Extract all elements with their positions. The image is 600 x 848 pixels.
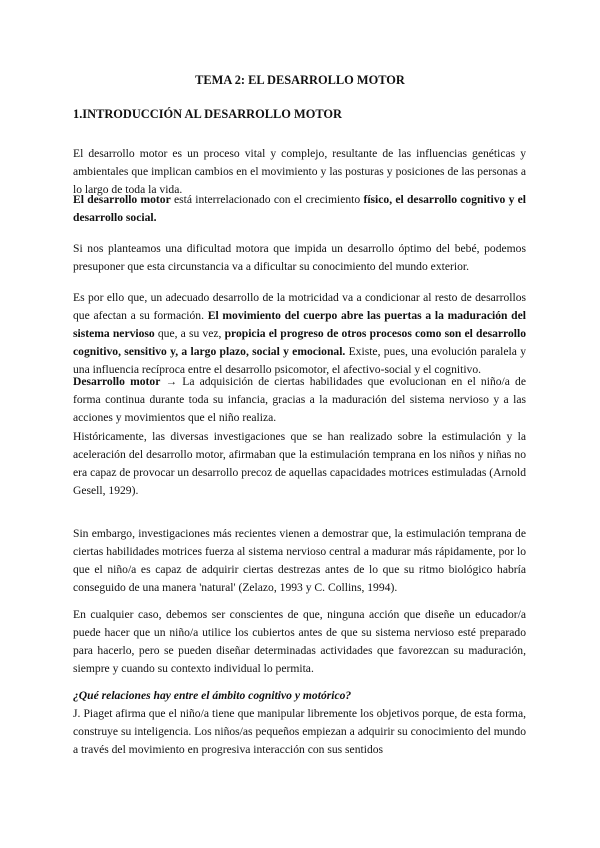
paragraph-text: Existe, pues, una evolución paralela y una influencia recíproca entre el desarrollo psicomotor, el afectivo-social y el cognitivo. [73, 344, 526, 376]
bold-term: propicia el progreso de otros procesos como son el desarrollo cognitivo, sensitivo y, a largo plazo, social y emocional. [73, 326, 527, 358]
paragraph-text: está interrelacionado con el crecimiento [170, 193, 364, 206]
paragraph-piaget [73, 705, 526, 759]
document-title: TEMA 2: EL DESARROLLO MOTOR [195, 73, 405, 87]
paragraph-difficulty [73, 240, 526, 276]
paragraph-historical-research [73, 428, 526, 500]
paragraph-text: que, a su vez, [154, 326, 225, 340]
paragraph-text: El desarrollo motor es un proceso vital y complejo, resultante de las influencias genéticas y ambientales que implican cambios en el movimiento y las posturas y posiciones de las personas a lo largo de toda la vida. [73, 147, 526, 196]
paragraph-motricity [73, 289, 526, 379]
section-heading: 1.INTRODUCCIÓN AL DESARROLLO MOTOR [73, 107, 342, 121]
bold-term: físico, el desarrollo cognitivo y el desarrollo social. [73, 193, 527, 224]
paragraph-motor-development-definition [73, 373, 526, 427]
paragraph-text: Es por ello que, un adecuado desarrollo de la motricidad va a condicionar al resto de desarrollos que afectan a su formación. [73, 291, 526, 322]
bold-term: Desarrollo motor [73, 375, 161, 388]
paragraph-text: Sin embargo, investigaciones más recientes vienen a demostrar que, la estimulación temprana de ciertas habilidades motrices fuerza al sistema nervioso central a madurar más rápidamente, por lo que el niño/a es capaz de adquirir ciertas destrezas antes de lo que su ritmo biológico habría conseguido de una manera 'natural' (Zelazo, 1993 y C. Collins, 1994). [73, 527, 526, 594]
subheading-question: ¿Qué relaciones hay entre el ámbito cognitivo y motórico? [73, 689, 352, 702]
paragraph-text: J. Piaget afirma que el niño/a tiene que manipular libremente los objetivos porque, de esta forma, construye su inteligencia. Los niños/as pequeños empiezan a adquirir su conocimiento del mundo a través del movimiento en progresiva interacción con sus sentidos [73, 707, 526, 756]
bold-term: El desarrollo motor [73, 193, 171, 206]
paragraph-text: Históricamente, las diversas investigaciones que se han realizado sobre la estimulación y la aceleración del desarrollo motor, afirmaban que la estimulación temprana en los niños y niñas no era capaz de provocar un desarrollo precoz de aquellas capacidades motrices estimuladas (Arnold Gesell, 1929). [73, 430, 526, 497]
paragraph-text: En cualquier caso, debemos ser conscientes de que, ninguna acción que diseñe un educador/a puede hacer que un niño/a utilice los cubiertos antes de que su sistema nervioso esté preparado para hacerlo, pero se pueden diseñar determinadas actividades que favorezcan su maduración, siempre y cuando su contexto individual lo permita. [73, 608, 526, 675]
bold-term: El movimiento del cuerpo abre las puertas a la maduración del sistema nervioso [73, 308, 526, 340]
paragraph-educator [73, 606, 526, 678]
paragraph-recent-research [73, 525, 526, 597]
paragraph-text: → La adquisición de ciertas habilidades que evolucionan en el niño/a de forma continua durante toda su infancia, gracias a la maduración del sistema nervioso y a las acciones y movimientos que el niño realiza. [73, 375, 526, 424]
paragraph-text: Si nos planteamos una dificultad motora que impida un desarrollo óptimo del bebé, podemos presuponer que esta circunstancia va a dificultar su conocimiento del mundo exterior. [73, 242, 526, 273]
paragraph-interrelation [73, 191, 526, 227]
